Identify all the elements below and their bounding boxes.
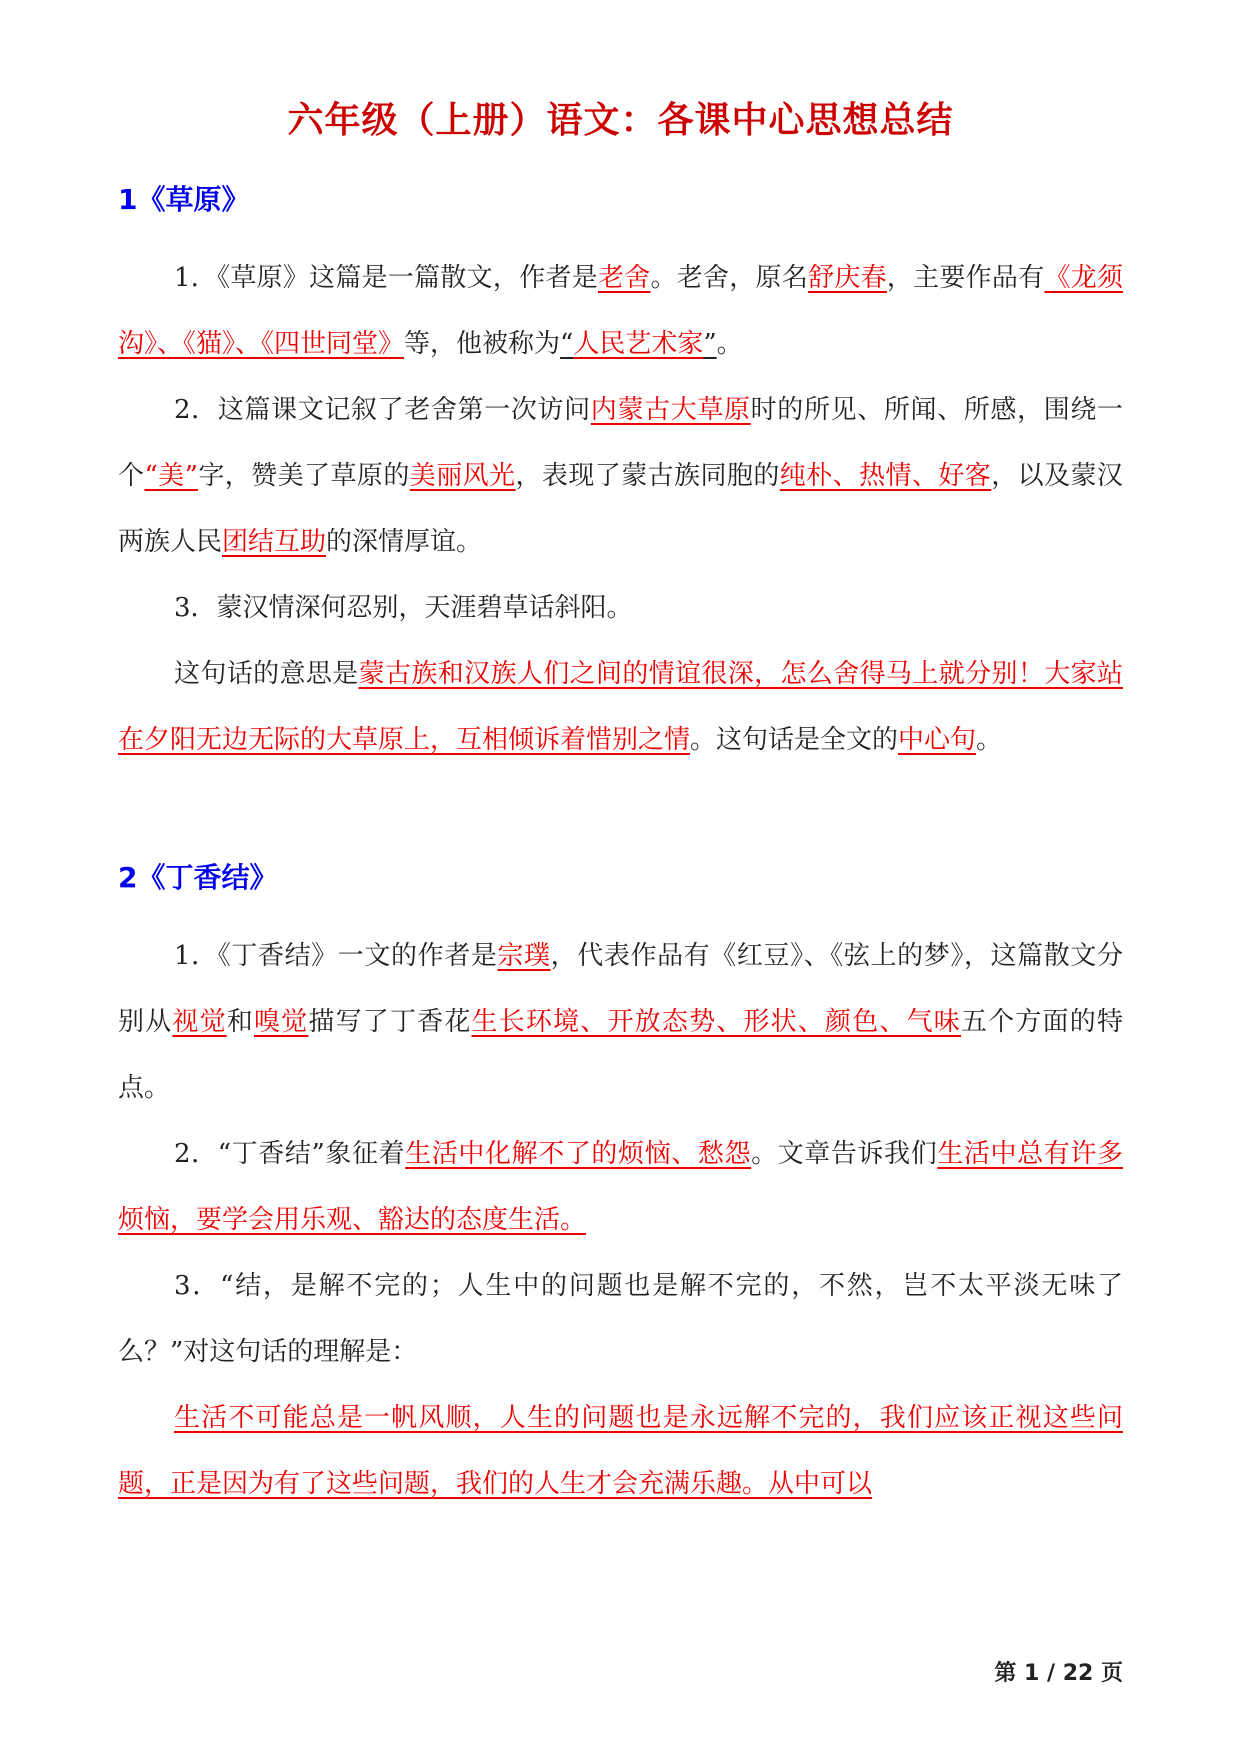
text: 。 — [716, 329, 743, 359]
answer: 老舍 — [597, 263, 651, 293]
text: 1．《草原》这篇是一篇散文，作者是 — [174, 263, 598, 293]
answer: 生活中化解不了的烦恼、愁怨 — [405, 1139, 752, 1169]
page-number: 第 1 / 22 页 — [994, 1661, 1123, 1686]
answer: 生长环境、开放态势、形状、颜色、气味 — [471, 1007, 961, 1037]
page-title: 六年级（上册）语文：各课中心思想总结 — [287, 100, 954, 141]
answer: “美” — [144, 461, 198, 491]
section-heading-dingxiangjie: 2《丁香结》 — [118, 861, 278, 894]
answer: 舒庆春 — [808, 263, 887, 293]
answer: 《龙须沟》、《猫》、《四世同堂》 — [118, 263, 1123, 359]
text: 2．“丁香结”象征着 — [174, 1139, 406, 1169]
answer: 中心句 — [898, 725, 977, 755]
paragraph: 3．“结，是解不完的；人生中的问题也是解不完的，不然，岂不太平淡无味了么？”对这句话的理解是： — [118, 1271, 1123, 1367]
text: 五个方面的特点。 — [118, 1007, 1123, 1103]
answer: 生活中总有许多烦恼，要学会用乐观、豁达的态度生活。 — [118, 1139, 1123, 1235]
paragraph — [118, 245, 1123, 377]
text: 字，赞美了草原的 — [197, 461, 410, 491]
answer-blank — [560, 329, 717, 359]
text: ，主要作品有 — [886, 263, 1045, 293]
text: 这句话的意思是 — [174, 659, 359, 689]
answer: 宗璞 — [497, 941, 551, 971]
text: ，代表作品有《红豆》、《弦上的梦》，这篇散文分别从 — [118, 941, 1123, 1037]
quote-mark: ” — [703, 329, 717, 359]
answer: 人民艺术家 — [573, 329, 704, 359]
answer: 蒙古族和汉族人们之间的情谊很深，怎么舍得马上就分别！大家站在夕阳无边无际的大草原上，互相倾诉着惜别之情 — [118, 659, 1123, 755]
text: ，以及蒙汉两族人民 — [118, 461, 1123, 557]
answer: 美丽风光 — [409, 461, 516, 491]
section-heading-caoyuan: 1《草原》 — [118, 183, 250, 216]
text: 2．这篇课文记叙了老舍第一次访问 — [174, 395, 591, 425]
paragraph — [118, 923, 1123, 1121]
paragraph — [118, 1121, 1123, 1253]
answer: 生活不可能总是一帆风顺，人生的问题也是永远解不完的，我们应该正视这些问题，正是因为有了这些问题，我们的人生才会充满乐趣。从中可以 — [118, 1403, 1123, 1499]
text: 。 — [976, 725, 1003, 755]
text: 。这句话是全文的 — [690, 725, 899, 755]
text: 1．《丁香结》一文的作者是 — [174, 941, 498, 971]
text: 和 — [226, 1007, 254, 1037]
answer: 视觉 — [172, 1007, 227, 1037]
paragraph — [118, 377, 1123, 575]
paragraph: 3．蒙汉情深何忍别，天涯碧草话斜阳。 — [174, 593, 633, 623]
text: ，表现了蒙古族同胞的 — [515, 461, 780, 491]
quote-mark: “ — [560, 329, 574, 359]
answer: 嗅觉 — [253, 1007, 309, 1037]
text: 描写了丁香花 — [308, 1007, 472, 1037]
text: 时的所见、所闻、所感，围绕一个 — [118, 395, 1123, 491]
answer: 团结互助 — [222, 527, 327, 557]
paragraph — [118, 1385, 1123, 1517]
text: 等，他被称为 — [404, 329, 561, 359]
text: 的深情厚谊。 — [326, 527, 483, 557]
answer: 纯朴、热情、好客 — [779, 461, 992, 491]
text: 。文章告诉我们 — [751, 1139, 938, 1169]
answer: 内蒙古大草原 — [590, 395, 751, 425]
text: 。老舍，原名 — [650, 263, 809, 293]
paragraph — [118, 641, 1123, 773]
